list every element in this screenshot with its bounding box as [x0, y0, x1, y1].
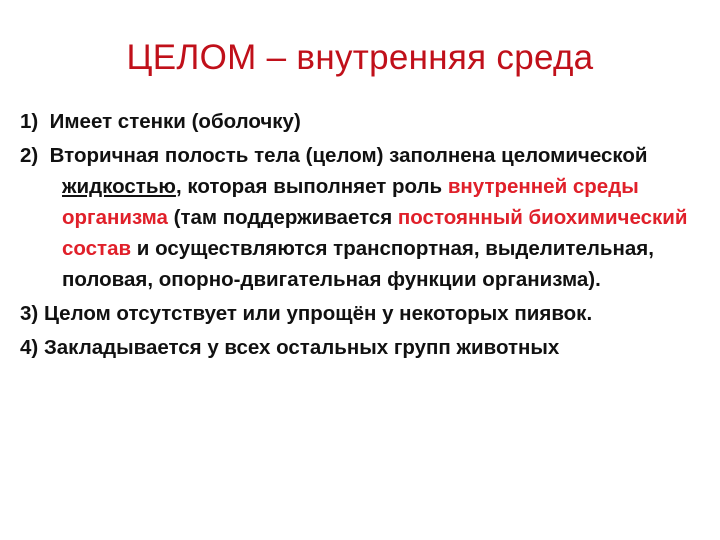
body-text: [20, 106, 710, 366]
list-item-3: [20, 298, 710, 329]
list-item-2: [20, 140, 710, 295]
underlined-term: жидкостью: [62, 175, 176, 198]
item-text: Целом отсутствует или упрощён у некоторых пиявок.: [43, 302, 593, 325]
list-item-4: [20, 332, 710, 363]
item-text: Имеет стенки (оболочку): [49, 110, 301, 133]
item-number: 2): [20, 144, 39, 167]
item-number: 1): [20, 110, 39, 133]
item-number: 4): [20, 336, 39, 359]
item-number: 3): [20, 302, 39, 325]
item-text-part: (там поддерживается: [167, 206, 398, 229]
list-item-1: [20, 106, 710, 137]
highlighted-term: внутренней среды организма: [62, 175, 639, 229]
item-text-part: Вторичная полость тела (целом) заполнена целомической: [49, 144, 648, 167]
item-text-part: , которая выполняет роль: [175, 175, 448, 198]
item-text-part: и осуществляются транспортная, выделительная, половая, опорно-двигательная функции организма).: [62, 237, 654, 291]
slide-title: ЦЕЛОМ – внутренняя среда: [126, 38, 594, 77]
highlighted-term: постоянный биохимический состав: [62, 206, 688, 260]
item-text: Закладывается у всех остальных групп животных: [43, 336, 560, 359]
